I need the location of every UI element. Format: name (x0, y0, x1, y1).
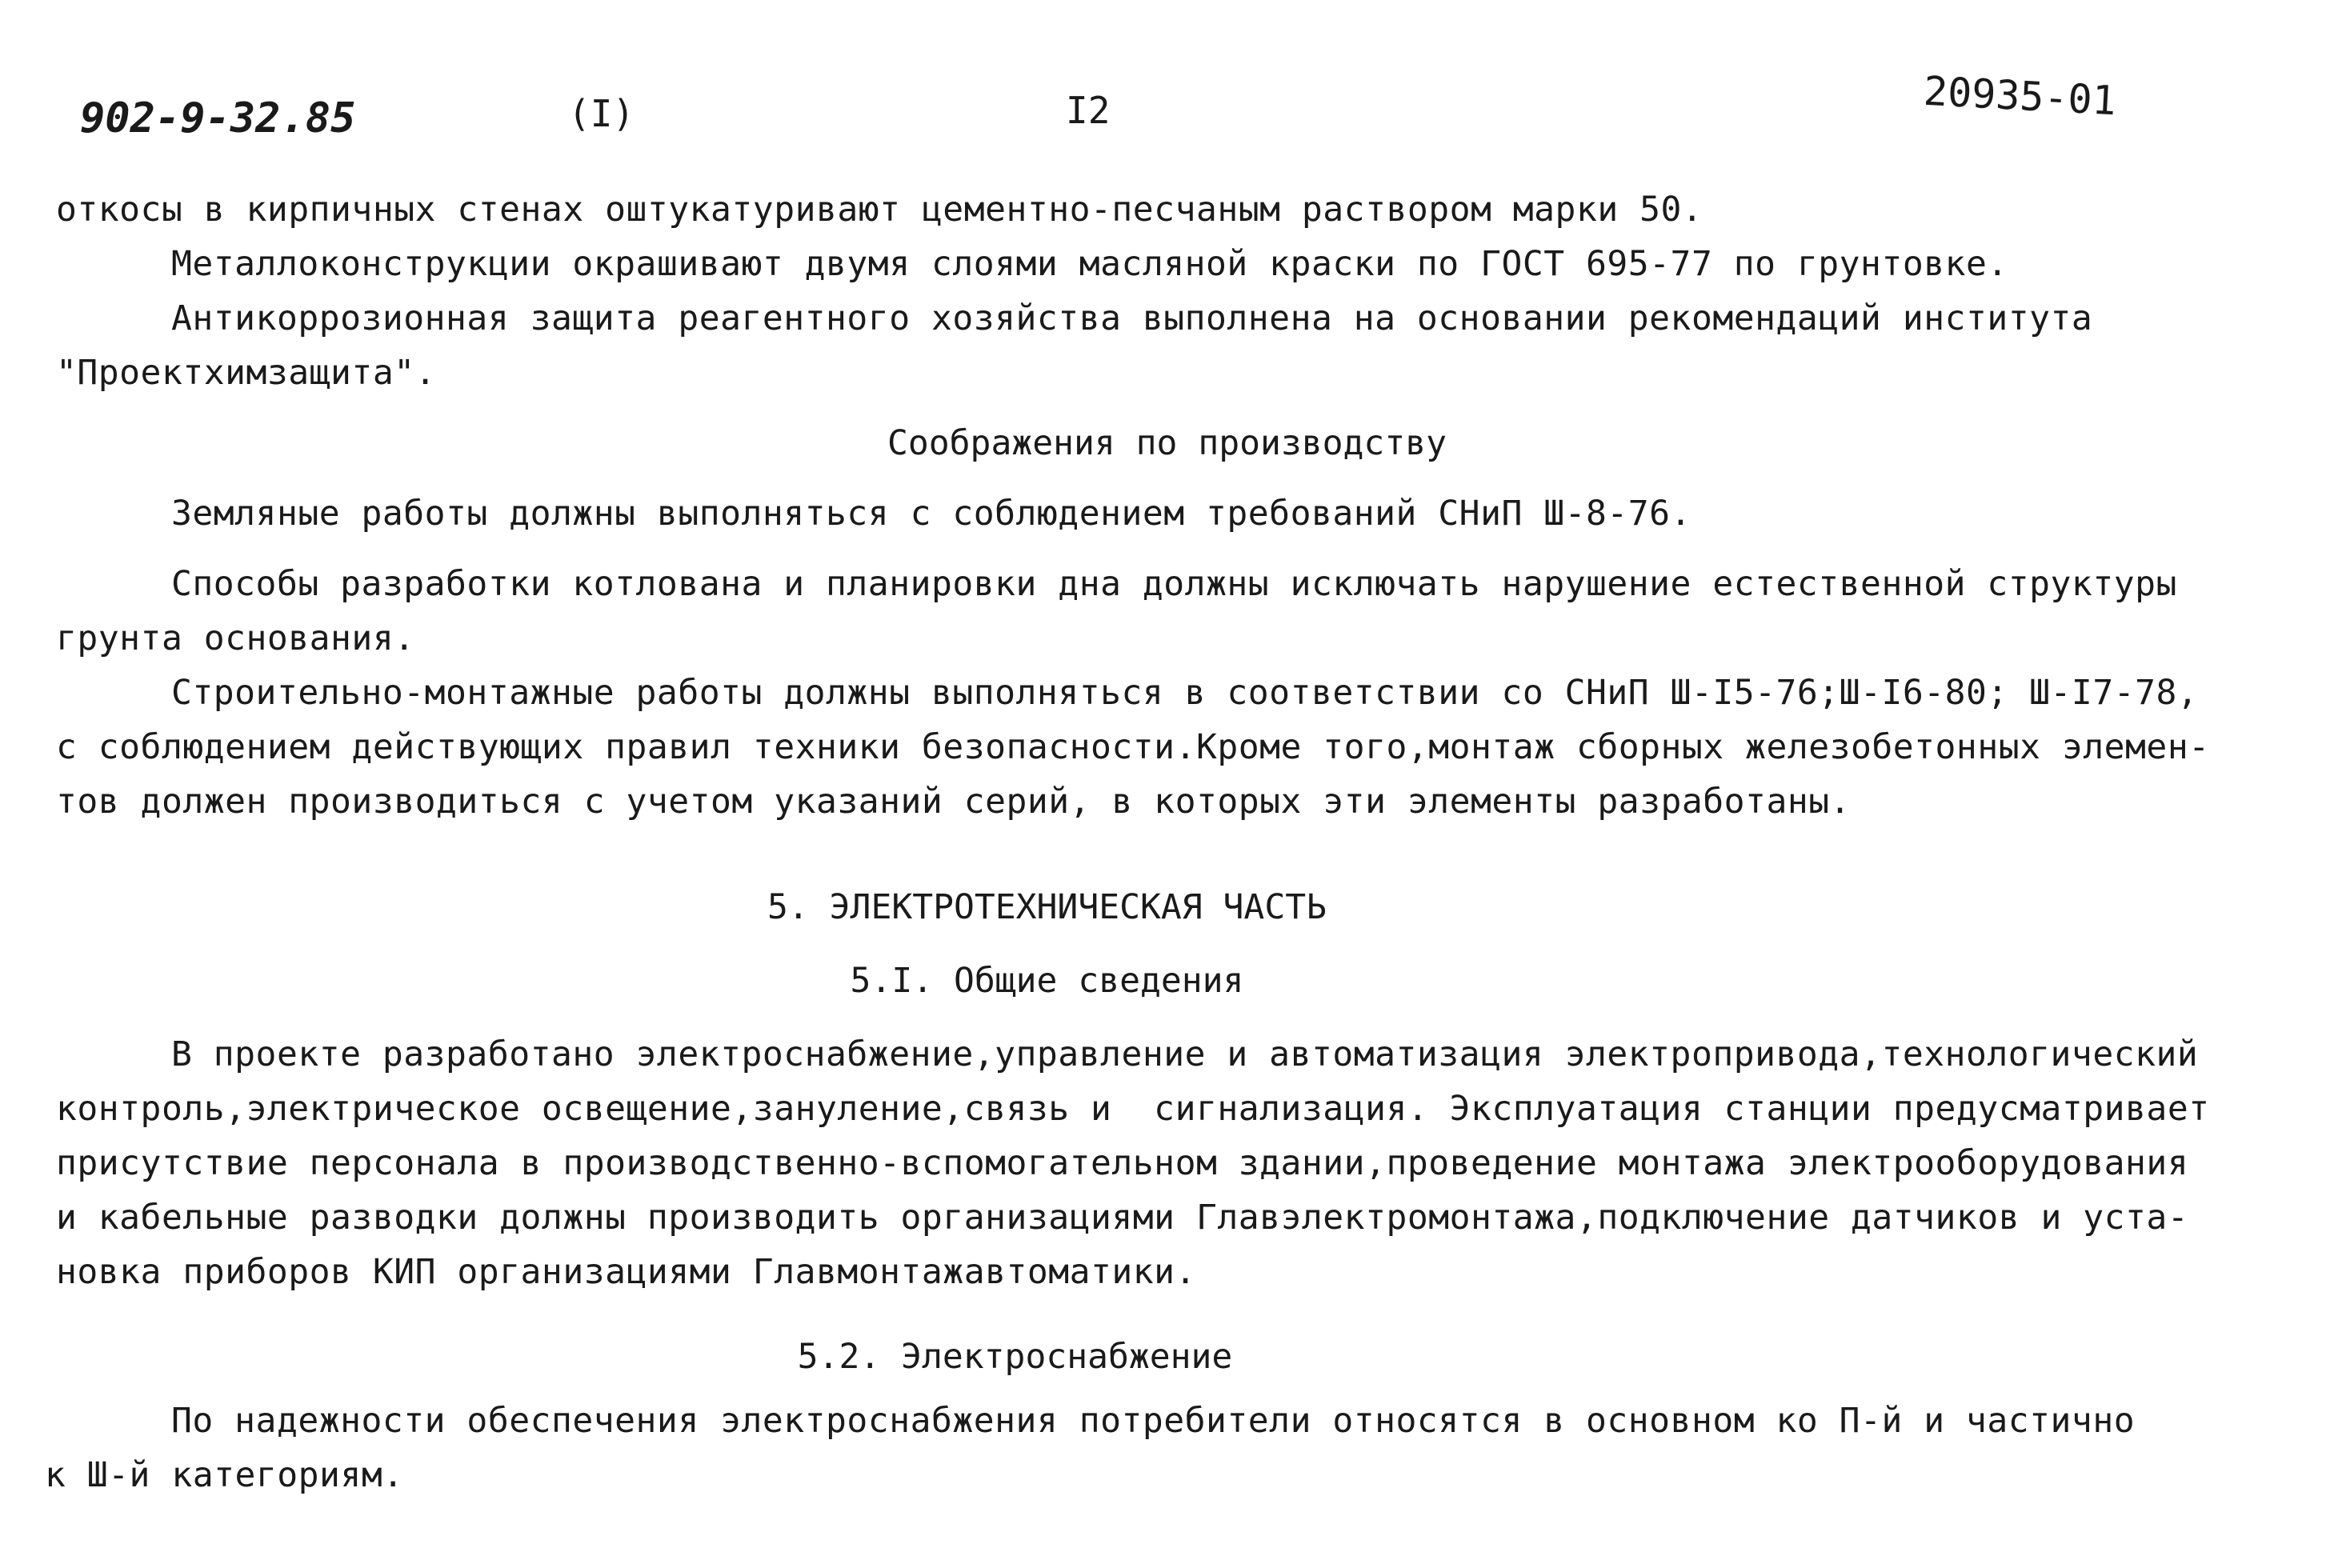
text-line: Способы разработки котлована и планировки дна должны исключать нарушение естественной структуры (171, 564, 2177, 604)
section-heading-production: Соображения по производству (887, 423, 1447, 463)
volume-label: (I) (568, 92, 635, 135)
text-line: Металлоконструкции окрашивают двумя слоями масляной краски по ГОСТ 695-77 по грунтовке. (171, 244, 2008, 284)
text-line: тов должен производиться с учетом указаний серий, в которых эти элементы разработаны. (56, 782, 1851, 822)
text-line: Антикоррозионная защита реагентного хозяйства выполнена на основании рекомендаций института (171, 298, 2093, 338)
text-line: В проекте разработано электроснабжение,управление и автоматизация электропривода,технологический (171, 1034, 2199, 1074)
text-line: новка приборов КИП организациями Главмонтажавтоматики. (56, 1252, 1196, 1292)
text-line: с соблюдением действующих правил техники безопасности.Кроме того,монтаж сборных железобетонных элемен- (56, 727, 2210, 767)
text-line: По надежности обеспечения электроснабжения потребители относятся в основном ко П-й и частично (171, 1401, 2136, 1441)
text-line: Земляные работы должны выполняться с соблюдением требований СНиП Ш-8-76. (171, 494, 1691, 534)
text-line: откосы в кирпичных стенах оштукатуривают цементно-песчаным раствором марки 50. (56, 190, 1703, 230)
section-5-2-heading: 5.2. Электроснабжение (797, 1337, 1233, 1377)
page-number: I2 (1066, 89, 1111, 132)
archive-number: 20935-01 (1922, 67, 2118, 125)
text-line: присутствие персонала в производственно-вспомогательном здании,проведение монтажа электрооборудования (56, 1143, 2189, 1183)
document-code: 902-9-32.85 (80, 94, 356, 142)
text-line: Строительно-монтажные работы должны выполняться в соответствии со СНиП Ш-I5-76;Ш-I6-80; Ш-I7-78, (171, 673, 2199, 713)
section-5-heading: 5. ЭЛЕКТРОТЕХНИЧЕСКАЯ ЧАСТЬ (767, 887, 1327, 927)
text-line: грунта основания. (56, 618, 415, 658)
text-line: к Ш-й категориям. (45, 1455, 404, 1495)
text-line: контроль,электрическое освещение,зануление,связь и сигнализация. Эксплуатация станции предусматривает (56, 1089, 2210, 1129)
text-line: и кабельные разводки должны производить организациями Главэлектромонтажа,подключение датчиков и уста- (56, 1198, 2189, 1238)
section-5-1-heading: 5.I. Общие сведения (850, 961, 1244, 1001)
text-line: "Проектхимзащита". (56, 353, 436, 393)
